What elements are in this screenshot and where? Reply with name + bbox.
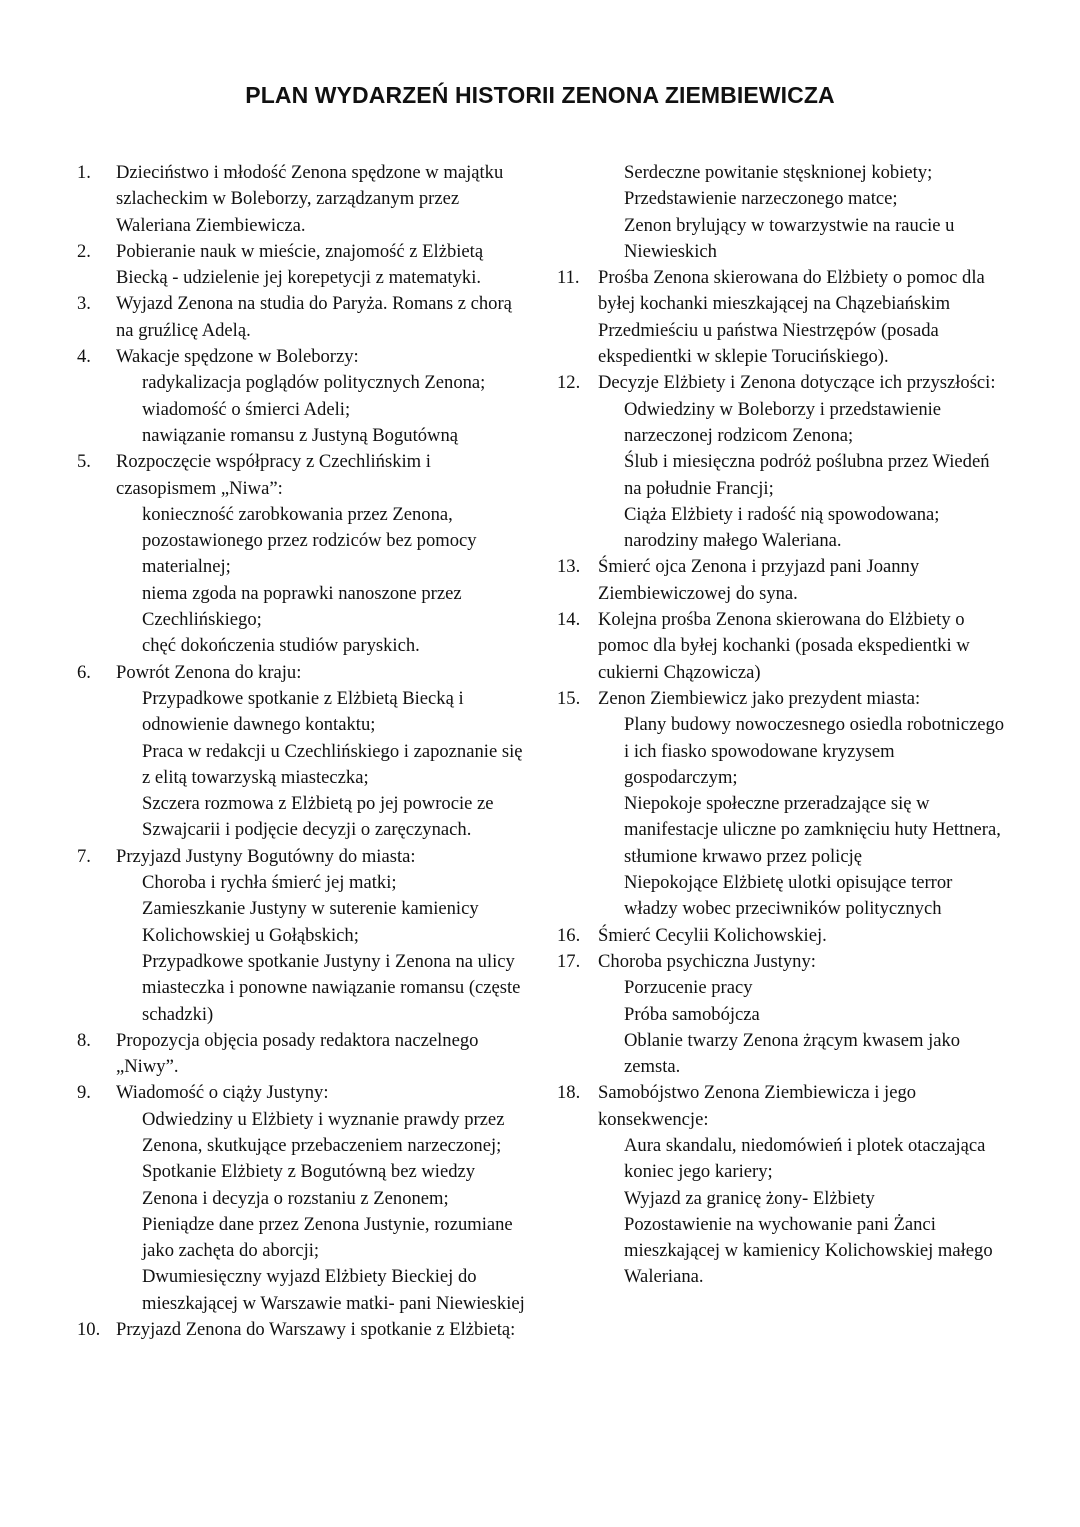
left-column	[70, 160, 530, 1343]
list-item	[70, 1080, 530, 1317]
list-item	[550, 554, 1010, 607]
item-number: 8.	[77, 1029, 91, 1051]
sub-item: Pozostawienie na wychowanie pani Żanci mieszkającej w kamienicy Kolichowskiej małego Waleriana.	[624, 1213, 993, 1288]
sub-item: Oblanie twarzy Zenona żrącym kwasem jako zemsta.	[624, 1029, 961, 1078]
item-number: 2.	[77, 240, 91, 262]
sub-item: konieczność zarobkowania przez Zenona, pozostawionego przez rodziców bez pomocy materialnej;	[142, 503, 477, 578]
sub-item: radykalizacja poglądów politycznych Zenona;	[142, 372, 486, 394]
item-text: Propozycja objęcia posady redaktora naczelnego „Niwy”.	[116, 1029, 479, 1078]
right-column	[550, 160, 1010, 1291]
item-text: Rozpoczęcie współpracy z Czechlińskim i czasopismem „Niwa”:	[116, 451, 431, 499]
item-number: 6.	[77, 661, 91, 683]
item-text: Prośba Zenona skierowana do Elżbiety o pomoc dla byłej kochanki mieszkającej na Chązebiańskim Przedmieściu u państwa Niestrzępów (posada ekspedientki w sklepie Torucińskiego).	[598, 267, 985, 368]
sub-item: niema zgoda na poprawki nanoszone przez Czechlińskiego;	[142, 582, 462, 631]
sub-item: Dwumiesięczny wyjazd Elżbiety Bieckiej do mieszkającej w Warszawie matki- pani Niewieskiej	[142, 1266, 525, 1314]
list-item	[70, 160, 530, 239]
item-number: 14.	[557, 609, 581, 631]
item-number: 7.	[77, 845, 91, 867]
list-item	[550, 949, 1010, 1080]
item-text: Przyjazd Justyny Bogutówny do miasta:	[116, 845, 416, 867]
item-text: Decyzje Elżbiety i Zenona dotyczące ich przyszłości:	[598, 372, 996, 394]
list-item	[550, 1080, 1010, 1290]
sub-item: Pieniądze dane przez Zenona Justynie, rozumiane jako zachęta do aborcji;	[142, 1213, 513, 1262]
sub-item: Plany budowy nowoczesnego osiedla robotniczego i ich fiasko spowodowane kryzysem gospodarczym;	[624, 714, 1005, 788]
sub-item: Niepokoje społeczne przeradzające się w manifestacje uliczne po zamknięciu huty Hettnera, stłumione krwawo przez policję	[624, 793, 1001, 867]
item-text: Śmierć ojca Zenona i przyjazd pani Joanny Ziembiewiczowej do syna.	[598, 556, 920, 604]
item-number: 5.	[77, 451, 91, 473]
sub-item: Przypadkowe spotkanie z Elżbietą Biecką i odnowienie dawnego kontaktu;	[142, 687, 464, 736]
item-text: Zenon Ziembiewicz jako prezydent miasta:	[598, 687, 921, 709]
item-text: Śmierć Cecylii Kolichowskiej.	[598, 924, 827, 946]
item-number: 11.	[557, 267, 580, 289]
item-number: 10.	[77, 1319, 101, 1341]
sub-item: chęć dokończenia studiów paryskich.	[142, 635, 420, 657]
sub-item: Aura skandalu, niedomówień i plotek otaczająca koniec jego kariery;	[624, 1134, 986, 1183]
sub-item: Serdeczne powitanie stęsknionej kobiety;	[624, 162, 933, 183]
item-text: Wakacje spędzone w Boleborzy:	[116, 346, 359, 368]
sub-item: Odwiedziny w Boleborzy i przedstawienie narzeczonej rodzicom Zenona;	[624, 398, 942, 446]
sub-item: Ciąża Elżbiety i radość nią spowodowana; narodziny małego Waleriana.	[624, 503, 940, 552]
list-item	[550, 686, 1010, 923]
page-title: PLAN WYDARZEŃ HISTORII ZENONA ZIEMBIEWICZA	[245, 82, 835, 108]
item-number: 13.	[557, 556, 581, 578]
sub-item: Zenon brylujący w towarzystwie na raucie u Niewieskich	[624, 214, 955, 262]
item-text: Choroba psychiczna Justyny:	[598, 950, 816, 972]
item-number: 1.	[77, 162, 91, 183]
sub-item: Spotkanie Elżbiety z Bogutówną bez wiedzy Zenona i decyzja o rozstaniu z Zenonem;	[142, 1161, 476, 1209]
item-number: 15.	[557, 687, 581, 709]
list-item	[550, 923, 1010, 949]
item-text: Dzieciństwo i młodość Zenona spędzone w majątku szlacheckim w Boleborzy, zarządzanym przez Waleriana Ziembiewicza.	[116, 162, 504, 236]
sub-item: Przedstawienie narzeczonego matce;	[624, 188, 898, 210]
item-text: Kolejna prośba Zenona skierowana do Elżbiety o pomoc dla byłej kochanki (posada ekspedientki w cukierni Chązowicza)	[598, 609, 970, 683]
sub-item: nawiązanie romansu z Justyną Bogutówną	[142, 424, 459, 446]
sub-item: Szczera rozmowa z Elżbietą po jej powrocie ze Szwajcarii i podjęcie decyzji o zaręczynach.	[142, 793, 494, 841]
list-item	[70, 660, 530, 844]
item-text: Samobójstwo Zenona Ziembiewicza i jego konsekwencje:	[598, 1082, 917, 1130]
list-item	[550, 265, 1010, 370]
sub-item: Przypadkowe spotkanie Justyny i Zenona na ulicy miasteczka i ponowne nawiązanie romansu (częste schadzki)	[142, 950, 521, 1025]
list-item	[70, 449, 530, 659]
sub-item: Choroba i rychła śmierć jej matki;	[142, 872, 397, 894]
item-text: Przyjazd Zenona do Warszawy i spotkanie z Elżbietą:	[116, 1319, 516, 1341]
sub-item: Praca w redakcji u Czechlińskiego i zapoznanie się z elitą towarzyską miasteczka;	[142, 740, 523, 788]
list-item	[70, 1028, 530, 1081]
item-number: 17.	[557, 950, 581, 972]
list-item	[550, 370, 1010, 554]
item-text: Powrót Zenona do kraju:	[116, 661, 302, 683]
continuation-block	[550, 160, 1010, 265]
item-number: 9.	[77, 1082, 91, 1104]
sub-item: Odwiedziny u Elżbiety i wyznanie prawdy przez Zenona, skutkujące przebaczeniem narzeczonej;	[142, 1108, 505, 1156]
list-item	[70, 844, 530, 1028]
sub-item: Próba samobójcza	[624, 1003, 760, 1025]
sub-item: Niepokojące Elżbietę ulotki opisujące terror władzy wobec przeciwników politycznych	[624, 872, 953, 920]
item-text: Pobieranie nauk w mieście, znajomość z Elżbietą Biecką - udzielenie jej korepetycji z matematyki.	[116, 240, 484, 289]
item-number: 3.	[77, 293, 91, 315]
sub-item: Zamieszkanie Justyny w suterenie kamienicy Kolichowskiej u Gołąbskich;	[142, 898, 479, 946]
list-item	[70, 291, 530, 344]
sub-item: Porzucenie pracy	[624, 977, 753, 999]
sub-item: Ślub i miesięczna podróż poślubna przez Wiedeń na południe Francji;	[624, 451, 990, 499]
item-text: Wyjazd Zenona na studia do Paryża. Romans z chorą na gruźlicę Adelą.	[116, 293, 512, 341]
item-number: 12.	[557, 372, 581, 394]
list-item	[70, 239, 530, 292]
item-number: 18.	[557, 1082, 581, 1104]
item-number: 16.	[557, 924, 581, 946]
list-item	[70, 344, 530, 449]
sub-item: wiadomość o śmierci Adeli;	[142, 398, 351, 420]
list-item	[550, 607, 1010, 686]
item-number: 4.	[77, 346, 91, 368]
item-text: Wiadomość o ciąży Justyny:	[116, 1082, 329, 1104]
list-item	[70, 1317, 530, 1343]
sub-item: Wyjazd za granicę żony- Elżbiety	[624, 1187, 875, 1209]
